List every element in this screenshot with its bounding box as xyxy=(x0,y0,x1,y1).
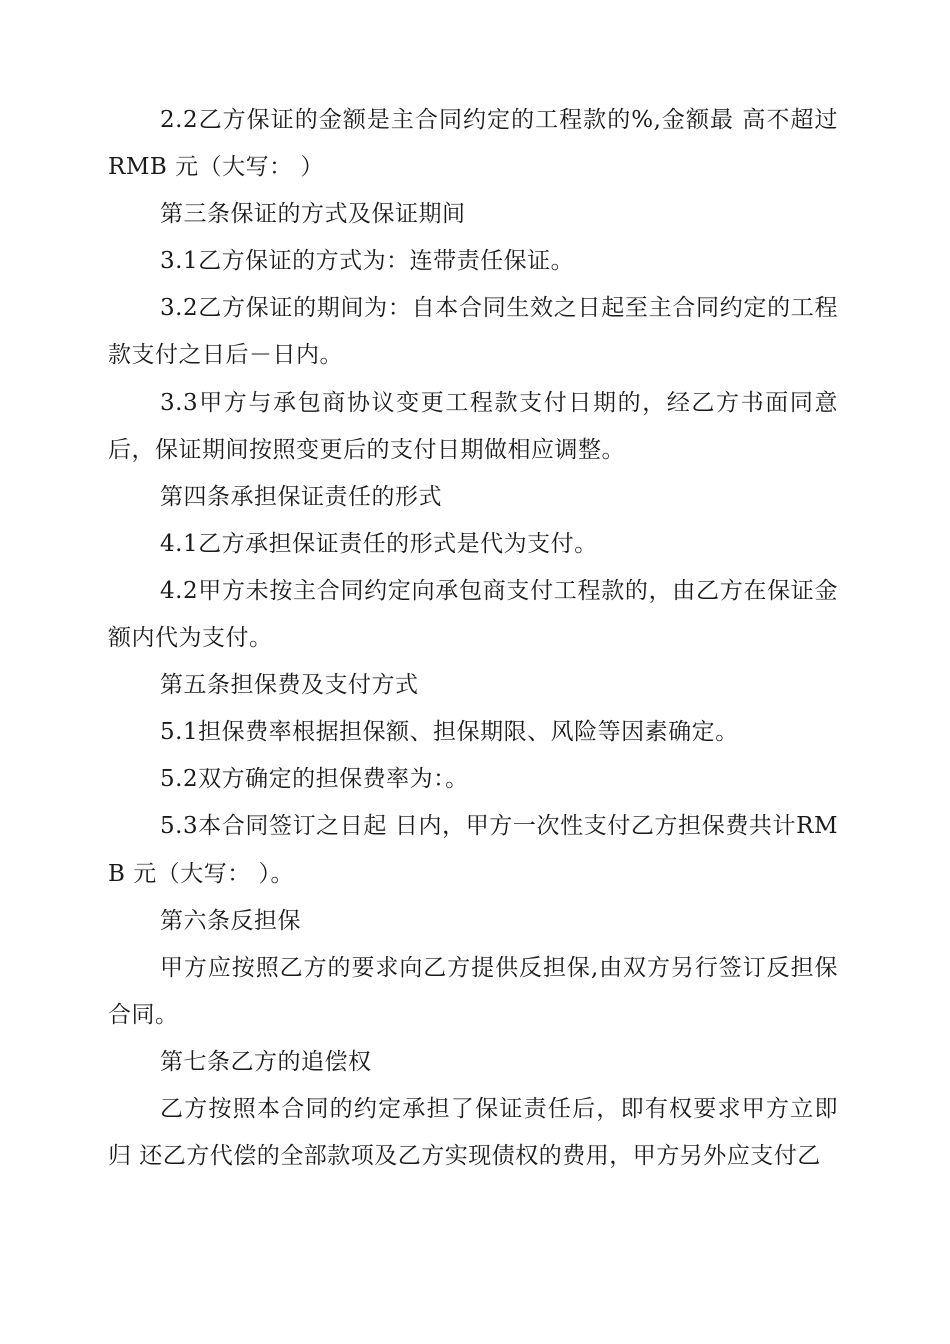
article-3-heading: 第三条保证的方式及保证期间 xyxy=(160,201,466,228)
document-body xyxy=(108,97,838,1180)
clause-5-1: 5.1担保费率根据担保额、担保期限、风险等因素确定。 xyxy=(160,719,739,746)
clause-5-3: 5.3本合同签订之日起 日内，甲方一次性支付乙方担保费共计RMB 元（大写： ）。 xyxy=(108,813,838,887)
article-5-heading: 第五条担保费及支付方式 xyxy=(160,672,419,699)
clause-5-2: 5.2双方确定的担保费率为：。 xyxy=(160,766,469,793)
clause-4-2: 4.2甲方未按主合同约定向承包商支付工程款的，由乙方在保证金 额内代为支付。 xyxy=(108,577,838,652)
article-7-body: 乙方按照本合同的约定承担了保证责任后，即有权要求甲方立即归 还乙方代偿的全部款项及乙方实现债权的费用，甲方另外应支付乙 xyxy=(108,1095,838,1170)
clause-4-1: 4.1乙方承担保证责任的形式是代为支付。 xyxy=(160,530,598,557)
clause-3-1: 3.1乙方保证的方式为：连带责任保证。 xyxy=(160,248,575,275)
article-6-body: 甲方应按照乙方的要求向乙方提供反担保,由双方另行签订反担保合同。 xyxy=(108,954,838,1028)
article-7-heading: 第七条乙方的追偿权 xyxy=(160,1048,372,1075)
clause-2-2: 2.2乙方保证的金额是主合同约定的工程款的%,金额最 高不超过RMB 元（大写： ） xyxy=(108,107,838,181)
article-4-heading: 第四条承担保证责任的形式 xyxy=(160,483,442,510)
clause-3-2: 3.2乙方保证的期间为：自本合同生效之日起至主合同约定的工程款支付之日后－日内。 xyxy=(108,295,838,369)
article-6-heading: 第六条反担保 xyxy=(160,907,301,934)
clause-3-3: 3.3甲方与承包商协议变更工程款支付日期的，经乙方书面同意后，保证期间按照变更后的支付日期做相应调整。 xyxy=(108,389,838,463)
